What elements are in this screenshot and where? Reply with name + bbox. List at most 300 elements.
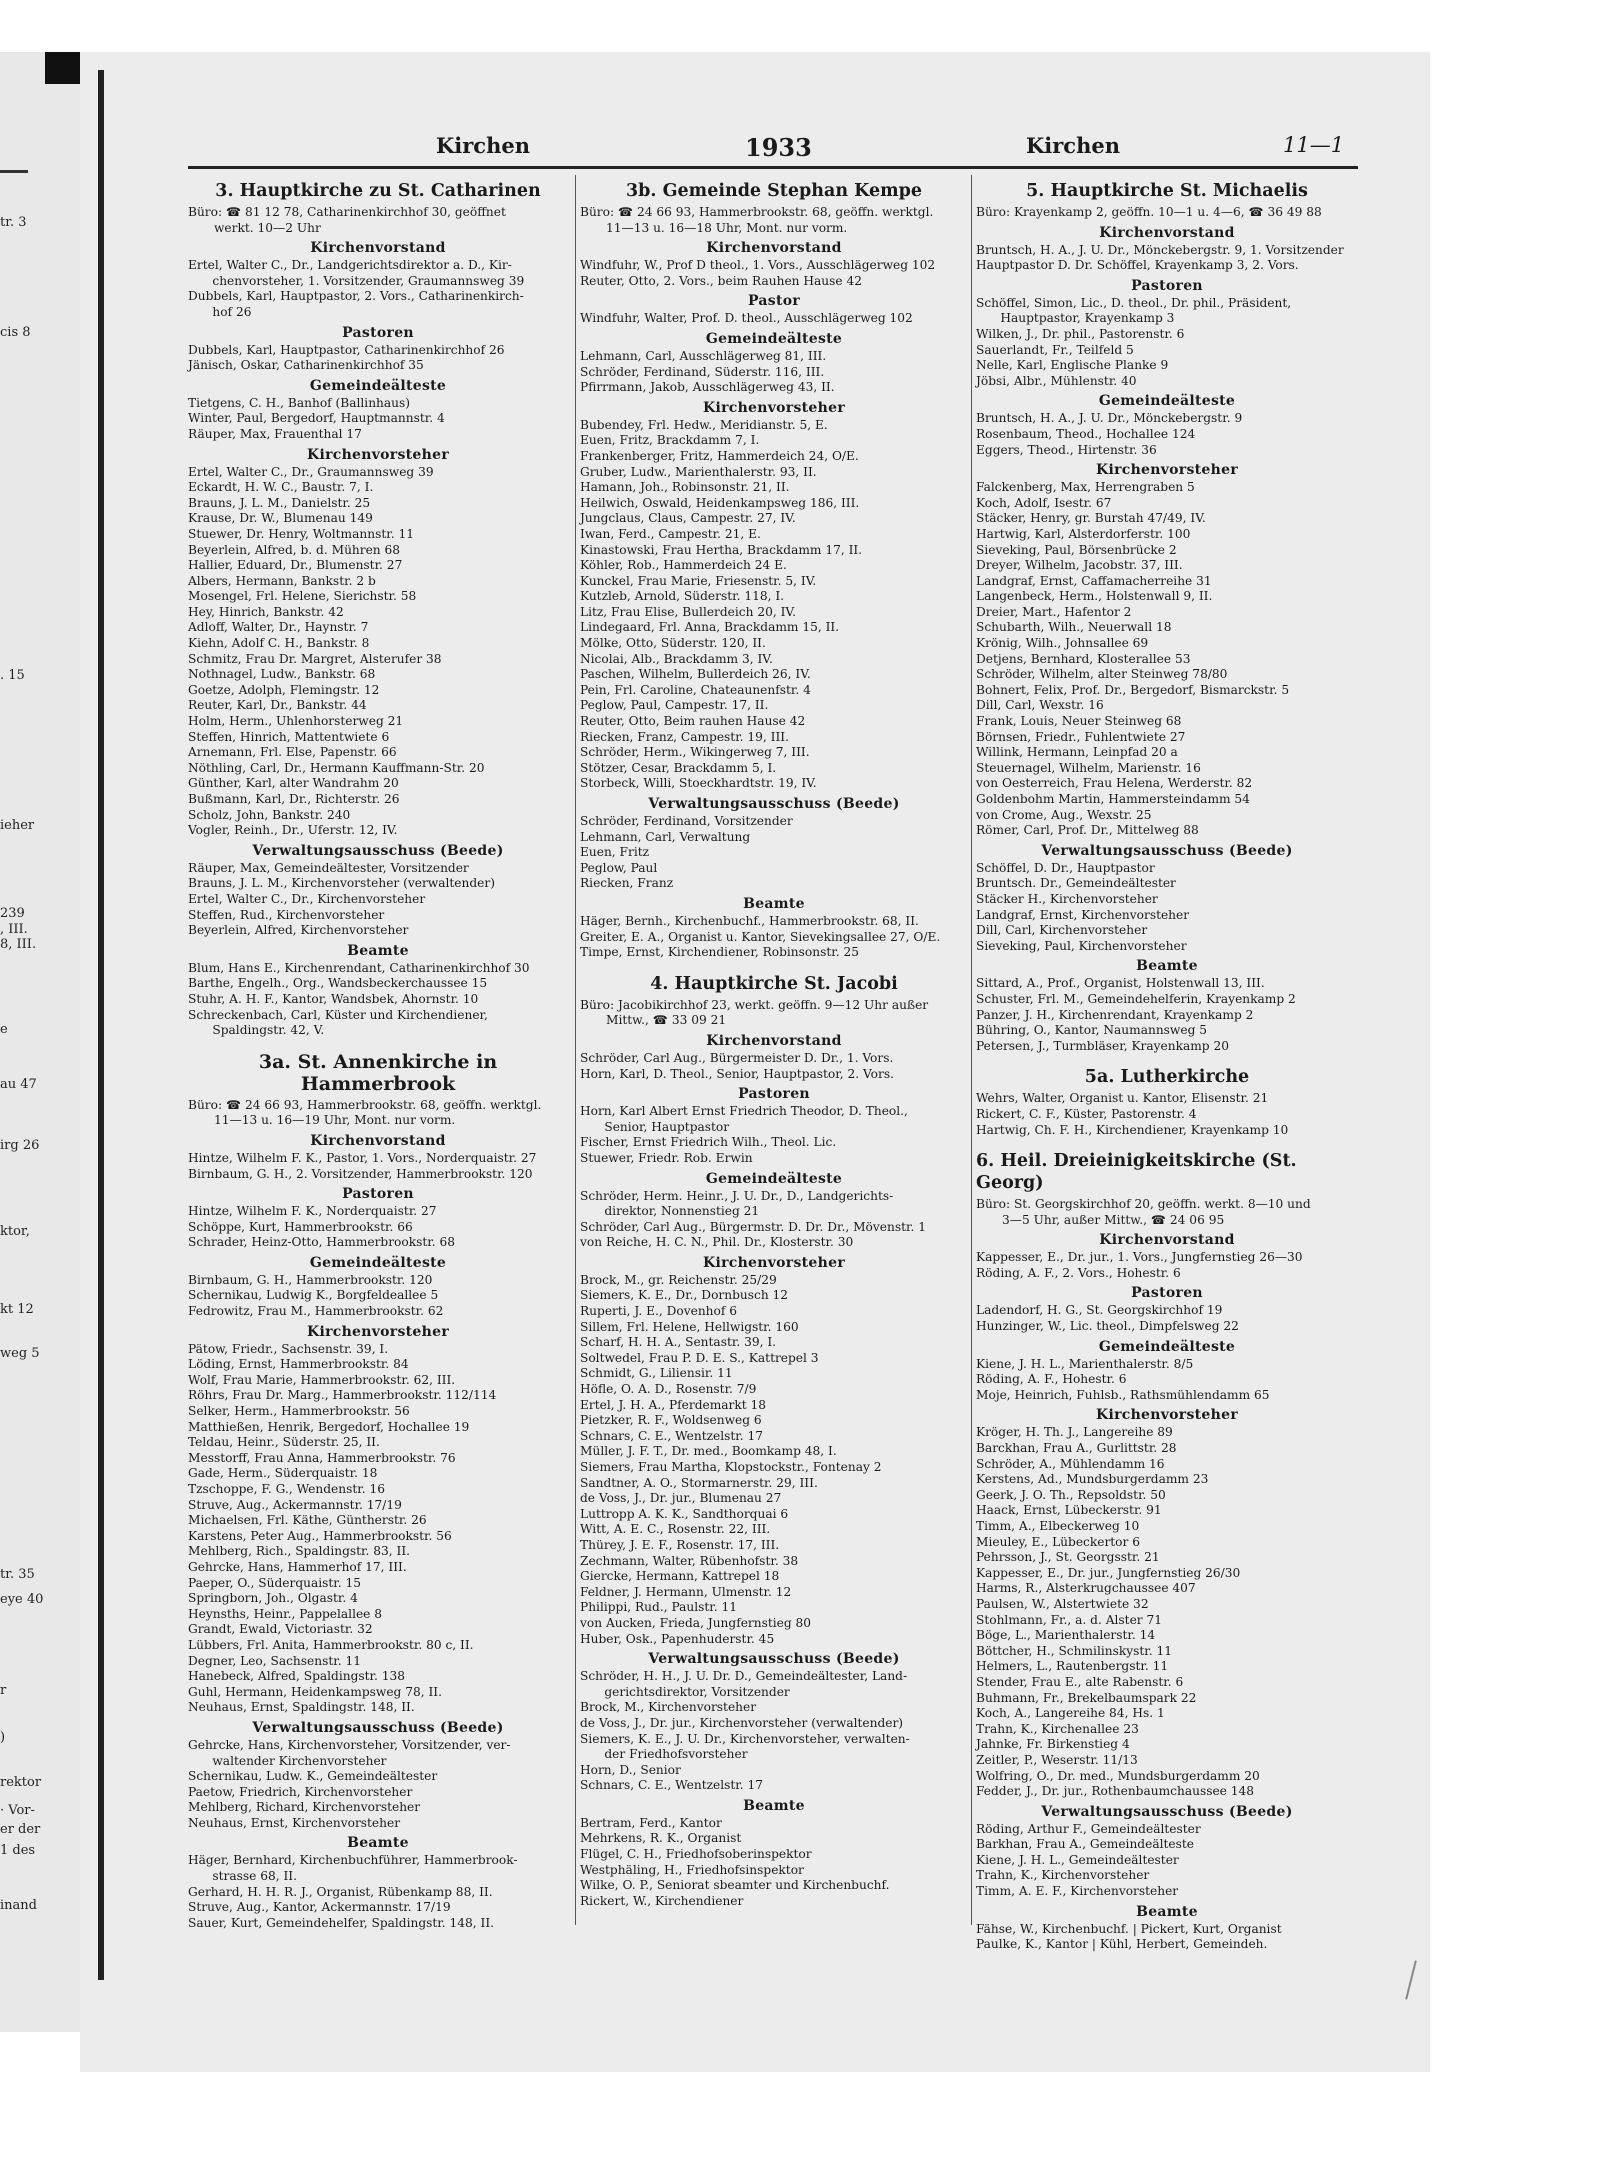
previous-page-fragment: tr. 35 xyxy=(0,1567,35,1582)
directory-entry: Landgraf, Ernst, Kirchenvorsteher xyxy=(976,907,1190,922)
directory-entry: Stuewer, Dr. Henry, Woltmannstr. 11 xyxy=(188,526,414,541)
directory-entry: Frank, Louis, Neuer Steinweg 68 xyxy=(976,714,1182,729)
directory-entry: Litz, Frau Elise, Bullerdeich 20, IV. xyxy=(580,604,796,619)
directory-entry: Holm, Herm., Uhlenhorsterweg 21 xyxy=(188,714,404,729)
office-line: Büro: Jacobikirchhof 23, werkt. geöffn. 9—12 Uhr außer xyxy=(580,997,929,1012)
directory-entry: Willink, Hermann, Leinpfad 20 a xyxy=(976,745,1178,760)
directory-entry: von Crome, Aug., Wexstr. 25 xyxy=(976,807,1152,822)
directory-entry: Räuper, Max, Gemeindeältester, Vorsitzender xyxy=(188,860,469,875)
directory-entry: Goetze, Adolph, Flemingstr. 12 xyxy=(188,682,380,697)
section-heading: Beamte xyxy=(347,942,409,959)
directory-entry: Eckardt, H. W. C., Baustr. 7, I. xyxy=(188,480,374,495)
directory-entry: Kappesser, E., Dr. jur., Jungfernstieg 26/30 xyxy=(976,1565,1241,1580)
previous-page-fragment: tr. 3 xyxy=(0,215,27,230)
section-heading: Verwaltungsausschuss (Beede) xyxy=(1041,842,1293,859)
header-rule xyxy=(188,166,1358,169)
directory-entry: Ertel, Walter C., Dr., Kirchenvorsteher xyxy=(188,891,426,906)
section-heading: Gemeindeälteste xyxy=(309,1254,447,1271)
directory-entry: Timm, A. E. F., Kirchenvorsteher xyxy=(976,1884,1179,1899)
directory-entry: Thürey, J. E. F., Rosenstr. 17, III. xyxy=(580,1537,780,1552)
directory-entry: hof 26 xyxy=(188,304,252,319)
directory-entry: Steuernagel, Wilhelm, Marienstr. 16 xyxy=(976,760,1201,775)
directory-entry: Scholz, John, Bankstr. 240 xyxy=(188,807,351,822)
directory-entry: Bubendey, Frl. Hedw., Meridianstr. 5, E. xyxy=(580,417,828,432)
directory-entry: Günther, Karl, alter Wandrahm 20 xyxy=(188,776,399,791)
directory-entry: Albers, Hermann, Bankstr. 2 b xyxy=(188,573,376,588)
directory-entry: Paulsen, W., Alstertwiete 32 xyxy=(976,1596,1149,1611)
directory-entry: Scharf, H. H. A., Sentastr. 39, I. xyxy=(580,1335,777,1350)
running-head-left: Kirchen xyxy=(436,133,530,158)
directory-entry: Stender, Frau E., alte Rabenstr. 6 xyxy=(976,1674,1184,1689)
spacer xyxy=(976,1054,1358,1064)
running-head-right: Kirchen xyxy=(1026,133,1120,158)
directory-entry: Bruntsch, H. A., J. U. Dr., Mönckebergstr. 9 xyxy=(976,411,1243,426)
church-title: 3a. St. Annenkirche in Hammerbrook xyxy=(258,1050,498,1095)
directory-entry: Struve, Aug., Kantor, Ackermannstr. 17/19 xyxy=(188,1900,451,1915)
directory-entry: Kinastowski, Frau Hertha, Brackdamm 17, II. xyxy=(580,542,863,557)
directory-entry: Schröder, Ferdinand, Süderstr. 116, III. xyxy=(580,364,825,379)
church-title: 3b. Gemeinde Stephan Kempe xyxy=(626,181,922,201)
directory-entry: Lübbers, Frl. Anita, Hammerbrookstr. 80 c, II. xyxy=(188,1637,474,1652)
directory-entry: Huber, Osk., Papenhuderstr. 45 xyxy=(580,1631,775,1646)
directory-entry: Horn, D., Senior xyxy=(580,1762,681,1777)
directory-entry: Hintze, Wilhelm F. K., Norderquaistr. 27 xyxy=(188,1204,437,1219)
directory-entry: Jöbsi, Albr., Mühlenstr. 40 xyxy=(976,373,1137,388)
directory-entry: Euen, Fritz, Brackdamm 7, I. xyxy=(580,433,760,448)
previous-page-fragment: 239 xyxy=(0,906,25,921)
directory-entry: Fedder, J., Dr. jur., Rothenbaumchaussee 148 xyxy=(976,1784,1255,1799)
directory-entry: Iwan, Ferd., Campestr. 21, E. xyxy=(580,526,761,541)
directory-entry: Rickert, W., Kirchendiener xyxy=(580,1893,744,1908)
directory-entry: Zeitler, P., Weserstr. 11/13 xyxy=(976,1752,1138,1767)
directory-entry: Kiehn, Adolf C. H., Bankstr. 8 xyxy=(188,636,370,651)
directory-entry: Lehmann, Carl, Verwaltung xyxy=(580,829,751,844)
directory-entry: Brock, M., Kirchenvorsteher xyxy=(580,1700,757,1715)
previous-page-fragment: er der xyxy=(0,1822,41,1837)
directory-entry: Stuhr, A. H. F., Kantor, Wandsbek, Ahornstr. 10 xyxy=(188,991,479,1006)
directory-entry: Feldner, J. Hermann, Ulmenstr. 12 xyxy=(580,1584,792,1599)
section-heading: Pastor xyxy=(747,293,801,310)
directory-entry: Müller, J. F. T., Dr. med., Boomkamp 48, I. xyxy=(580,1444,837,1459)
previous-page-fragment: 8, III. xyxy=(0,937,37,952)
office-info xyxy=(188,205,568,236)
directory-entry: Ertel, Walter C., Dr., Graumannsweg 39 xyxy=(188,464,434,479)
column-middle xyxy=(580,178,968,1909)
previous-page-rule xyxy=(0,170,28,173)
section-heading: Verwaltungsausschuss (Beede) xyxy=(252,1719,504,1736)
directory-entry: Soltwedel, Frau P. D. E. S., Kattrepel 3 xyxy=(580,1350,819,1365)
directory-entry: Wehrs, Walter, Organist u. Kantor, Elisenstr. 21 xyxy=(976,1091,1269,1106)
directory-entry: Böge, L., Marienthalerstr. 14 xyxy=(976,1628,1156,1643)
directory-entry: Timm, A., Elbeckerweg 10 xyxy=(976,1519,1140,1533)
section-heading: Pastoren xyxy=(738,1086,810,1103)
directory-entry: Schubarth, Wilh., Neuerwall 18 xyxy=(976,620,1172,635)
office-line: Mittw., ☎ 33 09 21 xyxy=(606,1013,727,1028)
directory-entry: Hallier, Eduard, Dr., Blumenstr. 27 xyxy=(188,558,403,573)
directory-entry: Guhl, Hermann, Heidenkampsweg 78, II. xyxy=(188,1684,442,1699)
previous-page-fragment: eye 40 xyxy=(0,1592,44,1607)
directory-entry: Philippi, Rud., Paulstr. 11 xyxy=(580,1600,738,1615)
running-head-year: 1933 xyxy=(745,133,812,162)
directory-entry: Dill, Carl, Wexstr. 16 xyxy=(976,698,1104,713)
directory-entry: Langenbeck, Herm., Holstenwall 9, II. xyxy=(976,589,1213,604)
previous-page-fragment: cis 8 xyxy=(0,325,31,340)
directory-entry: Landgraf, Ernst, Caffamacherreihe 31 xyxy=(976,573,1212,588)
office-line: 11—13 u. 16—19 Uhr, Mont. nur vorm. xyxy=(214,1113,456,1128)
directory-entry: Storbeck, Willi, Stoeckhardtstr. 19, IV. xyxy=(580,776,817,791)
spacer xyxy=(976,1138,1358,1148)
directory-entry: Schröder, Ferdinand, Vorsitzender xyxy=(580,814,793,828)
directory-entry: Lindegaard, Frl. Anna, Brackdamm 15, II. xyxy=(580,620,840,635)
directory-entry: Pietzker, R. F., Woldsenweg 6 xyxy=(580,1413,762,1428)
directory-entry: Stäcker H., Kirchenvorsteher xyxy=(976,891,1158,906)
directory-entry: Winter, Paul, Bergedorf, Hauptmannstr. 4 xyxy=(188,411,445,426)
directory-entry: Schröder, Carl Aug., Bürgermstr. D. Dr. Dr., Mövenstr. 1 xyxy=(580,1219,926,1234)
directory-entry: Selker, Herm., Hammerbrookstr. 56 xyxy=(188,1404,410,1419)
directory-entry: Ertel, J. H. A., Pferdemarkt 18 xyxy=(580,1397,767,1412)
directory-entry: Schröder, Herm. Heinr., J. U. Dr., D., Landgerichts- xyxy=(580,1188,894,1203)
directory-entry: Röding, Arthur F., Gemeindeältester xyxy=(976,1821,1201,1836)
directory-entry: Struve, Aug., Ackermannstr. 17/19 xyxy=(188,1497,402,1512)
directory-entry: Koch, A., Langereihe 84, Hs. 1 xyxy=(976,1706,1165,1721)
directory-entry: Senior, Hauptpastor xyxy=(580,1119,730,1134)
directory-entry: Dubbels, Karl, Hauptpastor, Catharinenkirchhof 26 xyxy=(188,342,505,357)
directory-entry: Geerk, J. O. Th., Repsoldstr. 50 xyxy=(976,1487,1166,1502)
column-left xyxy=(188,178,568,1931)
spacer xyxy=(580,961,968,971)
directory-entry: Adloff, Walter, Dr., Haynstr. 7 xyxy=(188,620,369,635)
directory-entry: Dreier, Mart., Hafentor 2 xyxy=(976,604,1132,619)
directory-entry: Hamann, Joh., Robinsonstr. 21, II. xyxy=(580,480,790,495)
directory-entry: Köhler, Rob., Hammerdeich 24 E. xyxy=(580,558,787,573)
directory-entry: Pein, Frl. Caroline, Chateaunenfstr. 4 xyxy=(580,682,811,697)
spacer xyxy=(188,1039,568,1049)
directory-entry: Grandt, Ewald, Victoriastr. 32 xyxy=(188,1622,373,1637)
office-line: Büro: ☎ 81 12 78, Catharinenkirchhof 30, geöffnet xyxy=(188,205,506,219)
directory-entry: Moje, Heinrich, Fuhlsb., Rathsmühlendamm 65 xyxy=(976,1387,1270,1402)
directory-entry: Schuster, Frl. M., Gemeindehelferin, Krayenkamp 2 xyxy=(976,991,1296,1006)
section-heading: Gemeindeälteste xyxy=(1098,1338,1236,1355)
directory-entry: Hartwig, Karl, Alsterdorferstr. 100 xyxy=(976,526,1191,541)
directory-entry: direktor, Nonnenstieg 21 xyxy=(580,1204,760,1219)
directory-entry: Schnars, C. E., Wentzelstr. 17 xyxy=(580,1778,764,1793)
directory-entry: Horn, Karl, D. Theol., Senior, Hauptpastor, 2. Vors. xyxy=(580,1066,894,1081)
directory-entry: Dreyer, Wilhelm, Jacobstr. 37, III. xyxy=(976,558,1183,573)
directory-entry: Schernikau, Ludwig K., Borgfeldeallee 5 xyxy=(188,1288,439,1303)
directory-entry: Vogler, Reinh., Dr., Uferstr. 12, IV. xyxy=(188,823,398,838)
section-heading: Verwaltungsausschuss (Beede) xyxy=(252,842,504,859)
directory-entry: Fähse, W., Kirchenbuchf. | Pickert, Kurt, Organist xyxy=(976,1921,1282,1936)
directory-entry: der Friedhofsvorsteher xyxy=(580,1747,748,1762)
church-title: 6. Heil. Dreieinigkeitskirche (St. Georg) xyxy=(976,1151,1297,1194)
directory-entry: Kappesser, E., Dr. jur., 1. Vors., Jungfernstieg 26—30 xyxy=(976,1250,1303,1265)
directory-entry: Schröder, H. H., J. U. Dr. D., Gemeindeältester, Land- xyxy=(580,1669,908,1684)
directory-entry: Schrader, Heinz-Otto, Hammerbrookstr. 68 xyxy=(188,1235,455,1250)
directory-entry: Barthe, Engelh., Org., Wandsbeckerchaussee 15 xyxy=(188,976,488,991)
directory-entry: Reuter, Karl, Dr., Bankstr. 44 xyxy=(188,698,367,713)
office-line: Büro: Krayenkamp 2, geöffn. 10—1 u. 4—6, ☎ 36 49 88 xyxy=(976,205,1322,219)
previous-page-fragment: e xyxy=(0,1022,8,1037)
section-heading: Gemeindeälteste xyxy=(309,377,447,394)
section-heading: Gemeindeälteste xyxy=(705,1170,843,1187)
column-divider xyxy=(575,175,576,1925)
directory-entry: Römer, Carl, Prof. Dr., Mittelweg 88 xyxy=(976,823,1199,838)
directory-entry: Witt, A. E. C., Rosenstr. 22, III. xyxy=(580,1522,771,1537)
previous-page-fragment: au 47 xyxy=(0,1077,37,1092)
section-heading: Kirchenvorstand xyxy=(1099,224,1235,241)
directory-entry: Timpe, Ernst, Kirchendiener, Robinsonstr. 25 xyxy=(580,945,859,960)
directory-entry: Sauer, Kurt, Gemeindehelfer, Spaldingstr. 148, II. xyxy=(188,1915,495,1930)
directory-entry: Luttropp A. K. K., Sandthorquai 6 xyxy=(580,1506,789,1521)
directory-entry: Sittard, A., Prof., Organist, Holstenwall 13, III. xyxy=(976,976,1265,991)
directory-entry: Röding, A. F., Hohestr. 6 xyxy=(976,1372,1127,1387)
directory-entry: Sieveking, Paul, Kirchenvorsteher xyxy=(976,938,1187,953)
directory-entry: de Voss, J., Dr. jur., Kirchenvorsteher (verwaltender) xyxy=(580,1715,904,1730)
directory-entry: Heilwich, Oswald, Heidenkampsweg 186, III. xyxy=(580,495,860,510)
directory-entry: Harms, R., Alsterkrugchaussee 407 xyxy=(976,1581,1196,1596)
directory-entry: Goldenbohm Martin, Hammersteindamm 54 xyxy=(976,792,1250,806)
directory-entry: Neuhaus, Ernst, Spaldingstr. 148, II. xyxy=(188,1700,415,1715)
directory-entry: Helmers, L., Rautenbergstr. 11 xyxy=(976,1659,1169,1674)
section-heading: Kirchenvorstand xyxy=(310,240,446,257)
office-info xyxy=(580,205,968,236)
directory-entry: Peglow, Paul, Campestr. 17, II. xyxy=(580,698,769,713)
section-heading: Beamte xyxy=(743,895,805,912)
directory-entry: Tzschoppe, F. G., Wendenstr. 16 xyxy=(188,1482,385,1496)
directory-entry: Neuhaus, Ernst, Kirchenvorsteher xyxy=(188,1815,401,1830)
directory-entry: Siemers, Frau Martha, Klopstockstr., Fontenay 2 xyxy=(580,1460,882,1474)
office-info xyxy=(976,1197,1358,1228)
directory-entry: Räuper, Max, Frauenthal 17 xyxy=(188,426,362,441)
directory-entry: Röding, A. F., 2. Vors., Hohestr. 6 xyxy=(976,1265,1181,1280)
directory-entry: Kiene, J. H. L., Marienthalerstr. 8/5 xyxy=(976,1356,1194,1371)
directory-entry: Jahnke, Fr. Birkenstieg 4 xyxy=(976,1737,1130,1752)
directory-entry: Steffen, Rud., Kirchenvorsteher xyxy=(188,907,385,922)
directory-entry: Gehrcke, Hans, Hammerhof 17, III. xyxy=(188,1559,407,1574)
directory-entry: Jänisch, Oskar, Catharinenkirchhof 35 xyxy=(188,358,424,373)
office-line: Büro: ☎ 24 66 93, Hammerbrookstr. 68, geöffn. werktgl. xyxy=(580,205,934,219)
directory-entry: Reuter, Otto, 2. Vors., beim Rauhen Hause 42 xyxy=(580,273,862,288)
section-heading: Kirchenvorsteher xyxy=(306,1323,450,1340)
section-heading: Gemeindeälteste xyxy=(1098,393,1236,410)
directory-entry: waltender Kirchenvorsteher xyxy=(188,1753,387,1768)
previous-page-fragment: weg 5 xyxy=(0,1346,40,1361)
directory-entry: Kröger, H. Th. J., Langereihe 89 xyxy=(976,1425,1173,1440)
directory-entry: Hanebeck, Alfred, Spaldingstr. 138 xyxy=(188,1669,406,1684)
directory-entry: Böttcher, H., Schmilinskystr. 11 xyxy=(976,1643,1173,1658)
directory-entry: Stuewer, Friedr. Rob. Erwin xyxy=(580,1150,753,1165)
section-heading: Beamte xyxy=(1136,958,1198,975)
church-title: 4. Hauptkirche St. Jacobi xyxy=(650,973,898,994)
section-heading: Pastoren xyxy=(1131,277,1203,294)
directory-entry: Matthießen, Henrik, Bergedorf, Hochallee 19 xyxy=(188,1419,470,1434)
previous-page-fragment: 1 des xyxy=(0,1843,36,1858)
directory-entry: Fedrowitz, Frau M., Hammerbrookstr. 62 xyxy=(188,1304,444,1319)
directory-entry: Birnbaum, G. H., Hammerbrookstr. 120 xyxy=(188,1272,433,1287)
directory-entry: Nöthling, Carl, Dr., Hermann Kauffmann-Str. 20 xyxy=(188,760,485,775)
directory-entry: Frankenberger, Fritz, Hammerdeich 24, O/E. xyxy=(580,448,859,463)
previous-page-fragment: ktor, xyxy=(0,1224,30,1239)
directory-entry: Lehmann, Carl, Ausschlägerweg 81, III. xyxy=(580,348,827,363)
directory-entry: Fischer, Ernst Friedrich Wilh., Theol. Lic. xyxy=(580,1135,837,1150)
directory-entry: Bühring, O., Kantor, Naumannsweg 5 xyxy=(976,1023,1207,1038)
directory-entry: Pehrsson, J., St. Georgsstr. 21 xyxy=(976,1550,1160,1565)
directory-entry: Brauns, J. L. M., Kirchenvorsteher (verwaltender) xyxy=(188,876,495,891)
directory-entry: Falckenberg, Max, Herrengraben 5 xyxy=(976,480,1195,495)
directory-entry: Windfuhr, W., Prof D theol., 1. Vors., Ausschlägerweg 102 xyxy=(580,258,936,273)
directory-entry: Bohnert, Felix, Prof. Dr., Bergedorf, Bismarckstr. 5 xyxy=(976,682,1290,697)
directory-entry: Gruber, Ludw., Marienthalerstr. 93, II. xyxy=(580,464,817,479)
directory-entry: Mölke, Otto, Süderstr. 120, II. xyxy=(580,636,766,651)
directory-entry: Schröder, A., Mühlendamm 16 xyxy=(976,1456,1165,1471)
directory-entry: Flügel, C. H., Friedhofsoberinspektor xyxy=(580,1847,812,1862)
directory-entry: Paetow, Friedrich, Kirchenvorsteher xyxy=(188,1784,413,1799)
directory-entry: Häger, Bernh., Kirchenbuchf., Hammerbrookstr. 68, II. xyxy=(580,913,919,928)
previous-page-fragment: . 15 xyxy=(0,668,25,683)
directory-entry: Stötzer, Cesar, Brackdamm 5, I. xyxy=(580,760,777,775)
section-heading: Kirchenvorsteher xyxy=(1095,1407,1239,1424)
church-title: 3. Hauptkirche zu St. Catharinen xyxy=(215,181,541,201)
directory-entry: Teldau, Heinr., Süderstr. 25, II. xyxy=(188,1435,380,1450)
directory-entry: Birnbaum, G. H., 2. Vorsitzender, Hammerbrookstr. 120 xyxy=(188,1166,533,1181)
column-right xyxy=(976,178,1358,1953)
column-divider xyxy=(971,175,972,1925)
directory-entry: Horn, Karl Albert Ernst Friedrich Theodor, D. Theol., xyxy=(580,1104,908,1119)
directory-entry: Schernikau, Ludw. K., Gemeindeältester xyxy=(188,1769,438,1784)
previous-page-fragment: ieher xyxy=(0,818,35,833)
directory-entry: Westphäling, H., Friedhofsinspektor xyxy=(580,1862,804,1877)
directory-entry: Zechmann, Walter, Rübenhofstr. 38 xyxy=(580,1553,799,1568)
directory-entry: Stäcker, Henry, gr. Burstah 47/49, IV. xyxy=(976,511,1206,526)
directory-entry: Mehrkens, R. K., Organist xyxy=(580,1831,742,1846)
section-heading: Verwaltungsausschuss (Beede) xyxy=(1041,1803,1293,1820)
previous-page-fragment: · Vor- xyxy=(0,1803,35,1818)
directory-entry: Bertram, Ferd., Kantor xyxy=(580,1815,722,1830)
page-number: 11—1 xyxy=(1283,133,1345,157)
directory-entry: Hunzinger, W., Lic. theol., Dimpfelsweg 22 xyxy=(976,1319,1239,1334)
directory-entry: Arnemann, Frl. Else, Papenstr. 66 xyxy=(188,745,397,760)
directory-entry: Koch, Adolf, Isestr. 67 xyxy=(976,495,1112,510)
directory-entry: Wolf, Frau Marie, Hammerbrookstr. 62, III. xyxy=(188,1372,456,1387)
directory-entry: Kerstens, Ad., Mundsburgerdamm 23 xyxy=(976,1472,1209,1487)
directory-entry: Wolfring, O., Dr. med., Mundsburgerdamm 20 xyxy=(976,1768,1260,1783)
directory-entry: Rickert, C. F., Küster, Pastorenstr. 4 xyxy=(976,1106,1197,1121)
directory-entry: Sieveking, Paul, Börsenbrücke 2 xyxy=(976,542,1177,557)
directory-entry: Wilken, J., Dr. phil., Pastorenstr. 6 xyxy=(976,326,1185,341)
directory-entry: Peglow, Paul xyxy=(580,860,658,875)
section-heading: Kirchenvorsteher xyxy=(702,399,846,416)
directory-entry: Windfuhr, Walter, Prof. D. theol., Ausschlägerweg 102 xyxy=(580,311,913,326)
directory-entry: Sillem, Frl. Helene, Hellwigstr. 160 xyxy=(580,1319,799,1334)
directory-entry: Schmitz, Frau Dr. Margret, Alsterufer 38 xyxy=(188,651,442,666)
office-info xyxy=(976,205,1358,221)
directory-entry: Dill, Carl, Kirchenvorsteher xyxy=(976,923,1148,938)
directory-entry: Siemers, K. E., Dr., Dornbusch 12 xyxy=(580,1288,789,1303)
directory-entry: Barckhan, Frau A., Gurlittstr. 28 xyxy=(976,1441,1177,1456)
directory-entry: Schöppe, Kurt, Hammerbrookstr. 66 xyxy=(188,1219,413,1234)
directory-entry: Nothnagel, Ludw., Bankstr. 68 xyxy=(188,667,376,682)
directory-entry: Messtorff, Frau Anna, Hammerbrookstr. 76 xyxy=(188,1450,456,1465)
office-line: Büro: ☎ 24 66 93, Hammerbrookstr. 68, geöffn. werktgl. xyxy=(188,1097,542,1112)
directory-entry: Bußmann, Karl, Dr., Richterstr. 26 xyxy=(188,792,400,806)
directory-entry: Buhmann, Fr., Brekelbaumspark 22 xyxy=(976,1690,1197,1705)
directory-entry: Nelle, Karl, Englische Planke 9 xyxy=(976,358,1169,373)
previous-page-fragment: rektor xyxy=(0,1775,42,1790)
section-heading: Pastoren xyxy=(1131,1285,1203,1302)
directory-entry: Bruntsch, H. A., J. U. Dr., Mönckebergstr. 9, 1. Vorsitzender xyxy=(976,242,1344,257)
directory-entry: Rosenbaum, Theod., Hochallee 124 xyxy=(976,426,1196,441)
section-heading: Beamte xyxy=(743,1797,805,1814)
directory-entry: Schröder, Wilhelm, alter Steinweg 78/80 xyxy=(976,667,1228,682)
directory-entry: Beyerlein, Alfred, b. d. Mühren 68 xyxy=(188,542,401,557)
directory-entry: Petersen, J., Turmbläser, Krayenkamp 20 xyxy=(976,1038,1229,1053)
directory-entry: Steffen, Hinrich, Mattentwiete 6 xyxy=(188,729,390,744)
section-heading: Kirchenvorstand xyxy=(706,240,842,257)
directory-entry: Schmidt, G., Liliensir. 11 xyxy=(580,1366,733,1381)
directory-entry: Mehlberg, Richard, Kirchenvorsteher xyxy=(188,1800,421,1815)
previous-page-fragment: , III. xyxy=(0,922,28,937)
section-heading: Kirchenvorstand xyxy=(1099,1232,1235,1249)
directory-entry: Ladendorf, H. G., St. Georgskirchhof 19 xyxy=(976,1303,1223,1318)
directory-entry: Kutzleb, Arnold, Süderstr. 118, I. xyxy=(580,589,785,604)
directory-entry: Gade, Herm., Süderquaistr. 18 xyxy=(188,1466,378,1481)
section-heading: Kirchenvorsteher xyxy=(702,1254,846,1271)
section-heading: Verwaltungsausschuss (Beede) xyxy=(648,1651,900,1668)
directory-entry: Giercke, Hermann, Kattrepel 18 xyxy=(580,1569,780,1584)
directory-entry: de Voss, J., Dr. jur., Blumenau 27 xyxy=(580,1491,782,1506)
directory-entry: Pfirrmann, Jakob, Ausschlägerweg 43, II. xyxy=(580,380,835,395)
directory-entry: Panzer, J. H., Kirchenrendant, Krayenkamp 2 xyxy=(976,1007,1254,1022)
section-heading: Kirchenvorsteher xyxy=(306,446,450,463)
directory-entry: Sandtner, A. O., Stormarnerstr. 29, III. xyxy=(580,1475,818,1490)
directory-entry: Sauerlandt, Fr., Teilfeld 5 xyxy=(976,342,1134,357)
directory-entry: Schöffel, D. Dr., Hauptpastor xyxy=(976,860,1155,875)
directory-entry: Beyerlein, Alfred, Kirchenvorsteher xyxy=(188,923,409,938)
directory-entry: Heynsths, Heinr., Pappelallee 8 xyxy=(188,1606,383,1621)
previous-page-fragment: kt 12 xyxy=(0,1302,34,1317)
directory-entry: Siemers, K. E., J. U. Dr., Kirchenvorsteher, verwalten- xyxy=(580,1731,910,1746)
directory-entry: Schnars, C. E., Wentzelstr. 17 xyxy=(580,1428,764,1443)
directory-entry: Paschen, Wilhelm, Bullerdeich 26, IV. xyxy=(580,667,811,682)
directory-entry: Wilke, O. P., Seniorat sbeamter und Kirchenbuchf. xyxy=(580,1878,890,1893)
directory-entry: von Aucken, Frieda, Jungfernstieg 80 xyxy=(580,1615,812,1630)
office-line: werkt. 10—2 Uhr xyxy=(214,220,321,235)
directory-entry: Euen, Fritz xyxy=(580,845,650,860)
directory-entry: Barkhan, Frau A., Gemeindeälteste xyxy=(976,1837,1194,1852)
directory-entry: Trahn, K., Kirchenallee 23 xyxy=(976,1721,1139,1736)
directory-entry: Börnsen, Friedr., Fuhlentwiete 27 xyxy=(976,729,1186,744)
section-heading: Kirchenvorstand xyxy=(310,1132,446,1149)
directory-entry: von Reiche, H. C. N., Phil. Dr., Klosterstr. 30 xyxy=(580,1235,854,1250)
office-line: 3—5 Uhr, außer Mittw., ☎ 24 06 95 xyxy=(1002,1212,1225,1227)
directory-entry: Mosengel, Frl. Helene, Sierichstr. 58 xyxy=(188,589,417,604)
directory-entry: von Oesterreich, Frau Helena, Werderstr. 82 xyxy=(976,776,1253,791)
directory-entry: Tietgens, C. H., Banhof (Ballinhaus) xyxy=(188,395,411,410)
previous-page-fragment: r xyxy=(0,1683,7,1698)
directory-entry: Schröder, Herm., Wikingerweg 7, III. xyxy=(580,745,810,760)
directory-entry: chenvorsteher, 1. Vorsitzender, Graumannsweg 39 xyxy=(188,273,525,288)
directory-entry: Ruperti, J. E., Dovenhof 6 xyxy=(580,1304,737,1319)
directory-entry: Karstens, Peter Aug., Hammerbrookstr. 56 xyxy=(188,1528,452,1543)
section-heading: Beamte xyxy=(1136,1903,1198,1920)
directory-entry: Gerhard, H. H. R. J., Organist, Rübenkamp 88, II. xyxy=(188,1884,493,1899)
directory-entry: Löding, Ernst, Hammerbrookstr. 84 xyxy=(188,1357,409,1372)
directory-entry: Detjens, Bernhard, Klosterallee 53 xyxy=(976,651,1191,666)
directory-entry: Dubbels, Karl, Hauptpastor, 2. Vors., Catharinenkirch- xyxy=(188,289,524,304)
directory-entry: Greiter, E. A., Organist u. Kantor, Sievekingsallee 27, O/E. xyxy=(580,929,941,944)
directory-entry: Schröder, Carl Aug., Bürgermeister D. Dr., 1. Vors. xyxy=(580,1050,894,1065)
office-line: Büro: St. Georgskirchhof 20, geöffn. werkt. 8—10 und xyxy=(976,1197,1311,1212)
